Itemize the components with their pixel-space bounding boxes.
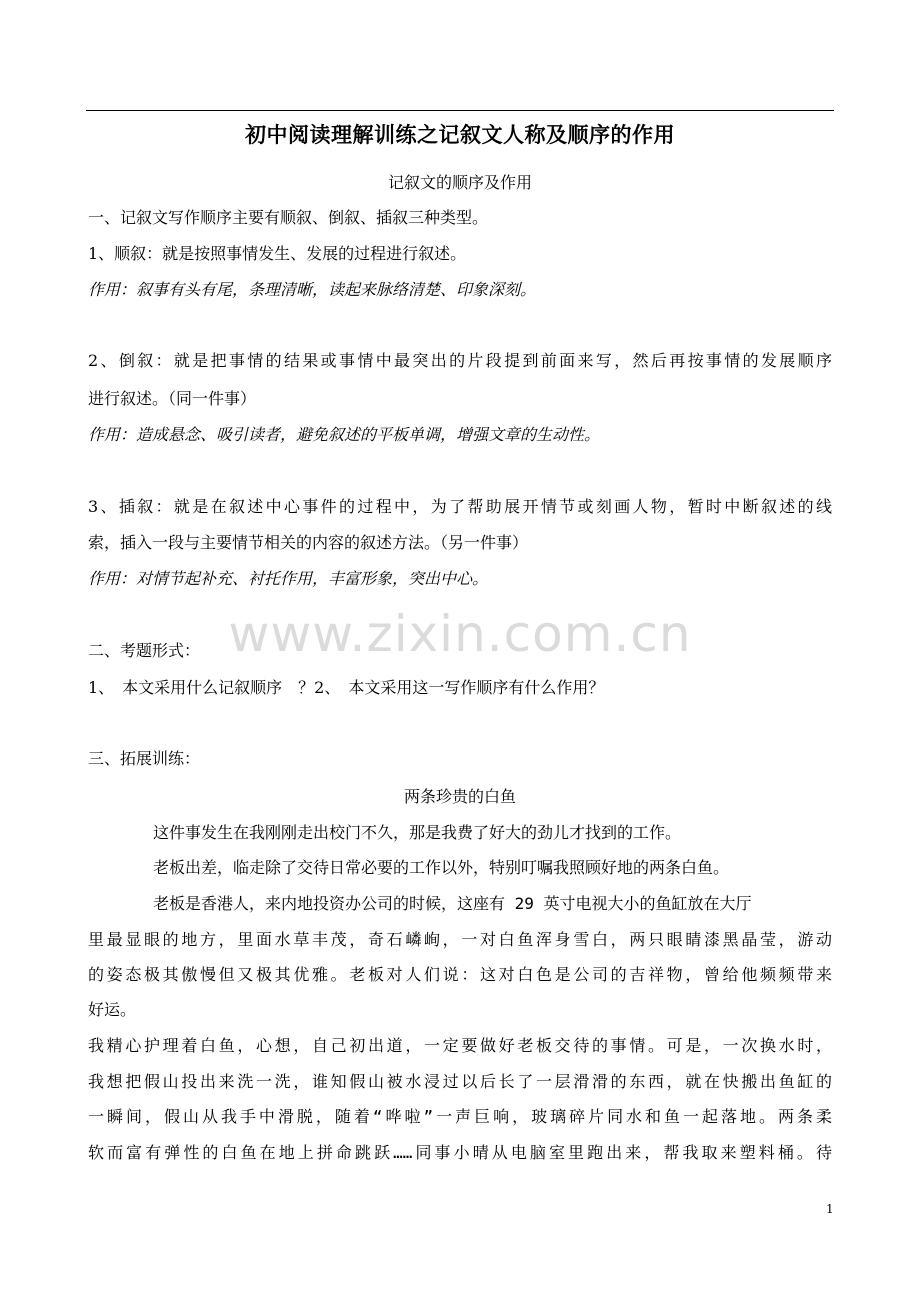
story-paragraph-4-line-2: 我想把假山投出来洗一洗，谁知假山被水浸过以后长了一层滑滑的东西，就在快搬出鱼缸的 [88,1072,832,1091]
shunxu-function: 作用：叙事有头有尾，条理清晰，读起来脉络清楚、印象深刻。 [88,280,537,299]
page-title: 初中阅读理解训练之记叙文人称及顺序的作用 [245,123,675,147]
story-paragraph-4-line-1: 我精心护理着白鱼，心想，自己初出道，一定要做好老板交待的事情。可是，一次换水时， [88,1036,832,1055]
chaxu-definition-line-2: 索，插入一段与主要情节相关的内容的叙述方法。（另一件事） [88,533,529,552]
exam-questions: 1、 本文采用什么记叙顺序 ？2、 本文采用这一写作顺序有什么作用？ [88,678,605,697]
story-paragraph-3-line-3: 的姿态极其傲慢但又极其优雅。老板对人们说：这对白色是公司的吉祥物，曾给他频频带来 [88,965,832,984]
story-paragraph-3-line-4: 好运。 [88,1000,137,1019]
watermark: www.zixin.com.cn [228,605,692,663]
page-number: 1 [826,1202,834,1216]
story-paragraph-2: 老板出差，临走除了交待日常必要的工作以外，特别叮嘱我照顾好地的两条白鱼。 [153,858,730,877]
story-paragraph-1: 这件事发生在我刚刚走出校门不久，那是我费了好大的劲儿才找到的工作。 [153,823,682,842]
daoxu-function: 作用：造成悬念、吸引读者，避免叙述的平板单调，增强文章的生动性。 [88,425,601,444]
daoxu-definition-line-1: 2、倒叙：就是把事情的结果或事情中最突出的片段提到前面来写，然后再按事情的发展顺序 [88,351,832,370]
section-2-heading: 二、考题形式： [88,641,201,660]
section-3-heading: 三、拓展训练： [88,749,201,768]
section-subtitle: 记叙文的顺序及作用 [387,173,532,192]
story-paragraph-4-line-3: 一瞬间，假山从我手中滑脱，随着“哗啦”一声巨响，玻璃碎片同水和鱼一起落地。两条柔 [88,1107,832,1126]
shunxu-definition: 1、顺叙：就是按照事情发生、发展的过程进行叙述。 [88,244,467,263]
story-paragraph-3-line-1: 老板是香港人，来内地投资办公司的时候，这座有 29 英寸电视大小的鱼缸放在大厅 [153,894,752,913]
daoxu-definition-line-2: 进行叙述。（同一件事） [88,389,257,408]
story-paragraph-4-line-4: 软而富有弹性的白鱼在地上拼命跳跃……同事小晴从电脑室里跑出来，帮我取来塑料桶。待 [88,1143,832,1162]
story-title: 两条珍贵的白鱼 [403,787,516,806]
chaxu-definition-line-1: 3、插叙：就是在叙述中心事件的过程中，为了帮助展开情节或刻画人物，暂时中断叙述的线 [88,497,832,516]
story-paragraph-3-line-2: 里最显眼的地方，里面水草丰茂，奇石嶙峋，一对白鱼浑身雪白，两只眼睛漆黑晶莹，游动 [88,930,832,949]
header-rule [86,110,834,111]
section-1-heading: 一、记叙文写作顺序主要有顺叙、倒叙、插叙三种类型。 [88,208,489,227]
chaxu-function: 作用：对情节起补充、衬托作用，丰富形象，突出中心。 [88,569,489,588]
